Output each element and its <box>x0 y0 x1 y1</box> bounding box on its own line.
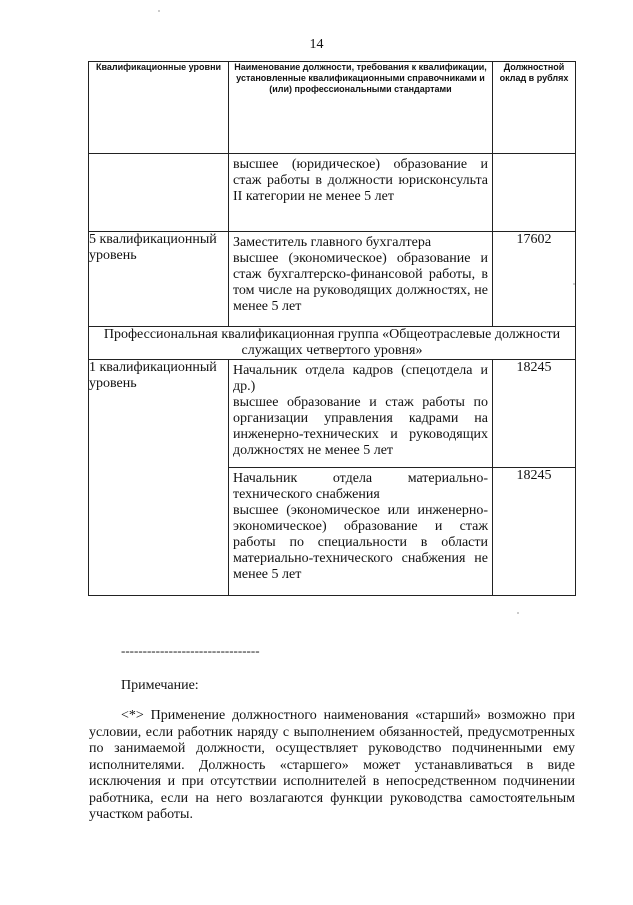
position-requirements: высшее (экономическое) образование и стаж бухгалтерско-финансовой работы, в том числе на руководящих должностях, не менее 5 лет <box>233 251 488 314</box>
position-requirements: высшее образование и стаж работы по организации управления кадрами на инженерно-технических и руководящих должностях не менее 5 лет <box>233 395 488 458</box>
salary-cell: 18245 <box>493 468 576 596</box>
salary-cell: 17602 <box>493 232 576 327</box>
level-cell <box>89 154 229 232</box>
table-header-row <box>89 62 576 154</box>
position-title: Начальник отдела кадров (спецотдела и др.) <box>233 363 488 394</box>
scan-speck <box>573 283 575 285</box>
header-position: Наименование должности, требования к квалификации, установленные квалификационными справочниками и (или) профессиональными стандартами <box>229 62 493 154</box>
position-cell <box>229 232 493 327</box>
table-row <box>89 154 576 232</box>
header-levels: Квалификационные уровни <box>89 62 229 154</box>
header-salary: Должностной оклад в рублях <box>493 62 576 154</box>
level-cell: 5 квалификационный уровень <box>89 232 229 327</box>
position-title: Заместитель главного бухгалтера <box>233 235 432 250</box>
scan-speck <box>158 10 160 12</box>
group-row <box>89 327 576 360</box>
note-text: <*> Применение должностного наименования «старший» возможно при условии, если работник наряду с выполнением обязанностей, предусмотренных по занимаемой должности, осуществляет руководство подчиненными ему исполнителями. Должность «старшего» может устанавливаться в виде исключения и при отсутствии исполнителей в непосредственном подчинении работника, если на него возлагаются функции руководства самостоятельным участком работы. <box>89 708 575 822</box>
qualification-table <box>88 61 576 596</box>
position-title: Начальник отдела материально-технического снабжения <box>233 471 488 502</box>
position-cell <box>229 154 493 232</box>
table-row <box>89 360 576 468</box>
table-row <box>89 232 576 327</box>
level-cell: 1 квалификационный уровень <box>89 360 229 596</box>
footnote-separator: -------------------------------- <box>121 643 260 658</box>
note-title: Примечание: <box>121 678 199 693</box>
salary-cell <box>493 154 576 232</box>
position-cell <box>229 468 493 596</box>
scan-speck <box>517 612 519 614</box>
page-number: 14 <box>309 37 324 52</box>
salary-cell: 18245 <box>493 360 576 468</box>
group-title: Профессиональная квалификационная группа «Общеотраслевые должности служащих четвертого уровня» <box>89 327 576 360</box>
position-requirements: высшее (юридическое) образование и стаж работы в должности юрисконсульта II категории не менее 5 лет <box>233 157 488 204</box>
position-cell <box>229 360 493 468</box>
position-requirements: высшее (экономическое или инженерно-экономическое) образование и стаж работы по специальности в области материально-технического снабжения не менее 5 лет <box>233 503 488 582</box>
